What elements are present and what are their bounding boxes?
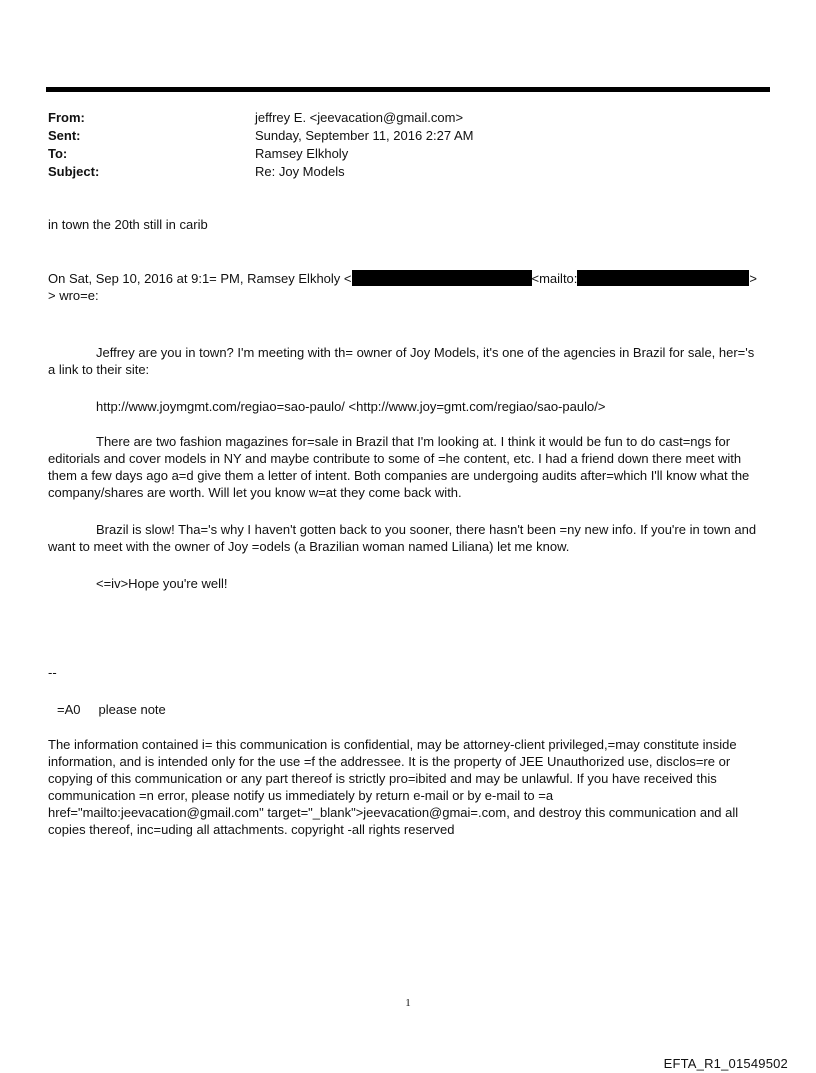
page-number: 1 xyxy=(405,997,411,1009)
document-id: EFTA_R1_01549502 xyxy=(663,1056,788,1071)
quote-intro xyxy=(48,270,763,304)
redaction-block xyxy=(352,270,532,286)
to-row xyxy=(48,145,474,163)
redaction-block xyxy=(577,270,749,286)
top-rule xyxy=(46,87,770,92)
quote-intro-part-c: > xyxy=(749,271,757,286)
quoted-paragraph-2: There are two fashion magazines for=sale in Brazil that I'm looking at. I think it would be fun to do cast=ngs for editorials and cover models in NY and maybe contribute to some of =he content, etc. I had a friend down there meet with them a few days ago a=d give them a letter of intent. Both companies are undergoing audits after=which I'll know what the company/shares are worth. Will let you know w=at they come back with. xyxy=(48,434,750,500)
quoted-paragraph-3: Brazil is slow! Tha='s why I haven't gotten back to you sooner, there hasn't been =ny new info. If you're in town and want to meet with the owner of Joy =odels (a Brazilian woman named Liliana) let me know. xyxy=(48,522,757,554)
quoted-link: http://www.joymgmt.com/regiao=sao-paulo/ <http://www.joy=gmt.com/regiao/sao-paulo/> xyxy=(96,399,606,414)
quoted-paragraph-4: <=iv>Hope you're well! xyxy=(96,576,228,591)
quoted-paragraph-1: Jeffrey are you in town? I'm meeting with th= owner of Joy Models, it's one of the agencies in Brazil for sale, her='s a link to their site: xyxy=(48,345,755,377)
reply-text: in town the 20th still in carib xyxy=(48,217,208,232)
subject-label: Subject: xyxy=(48,164,100,179)
please-note: =A0 please note xyxy=(57,702,166,717)
subject-row xyxy=(48,163,474,181)
sent-row xyxy=(48,127,474,145)
sent-label: Sent: xyxy=(48,128,81,143)
from-value: jeffrey E. <jeevacation@gmail.com> xyxy=(255,110,464,125)
to-label: To: xyxy=(48,146,68,161)
to-value: Ramsey Elkholy xyxy=(255,146,349,161)
email-header xyxy=(48,109,474,181)
quote-intro-part-a: On Sat, Sep 10, 2016 at 9:1= PM, Ramsey Elkholy < xyxy=(48,271,352,286)
subject-value: Re: Joy Models xyxy=(255,164,345,179)
signature-separator: -- xyxy=(48,665,57,680)
sent-value: Sunday, September 11, 2016 2:27 AM xyxy=(255,128,474,143)
quote-intro-part-d: > wro=e: xyxy=(48,288,99,303)
disclaimer: The information contained i= this communication is confidential, may be attorney-client privileged,=may constitute inside information, and is intended only for the use =f the addressee. It is the property of JEE Unauthorized use, disclos=re or copying of this communication or any part thereof is strictly pro=ibited and may be unlawful. If you have received this communication =n error, please notify us immediately by return e-mail or by e-mail to =a href="mailto:jeevacation@gmail.com" target="_blank">jeevacation@gmai=.com, and destroy this communication and all copies thereof, inc=uding all attachments. copyright -all rights reserved xyxy=(48,737,739,837)
from-row xyxy=(48,109,474,127)
from-label: From: xyxy=(48,110,85,125)
quote-intro-part-b: <mailto: xyxy=(531,271,578,286)
